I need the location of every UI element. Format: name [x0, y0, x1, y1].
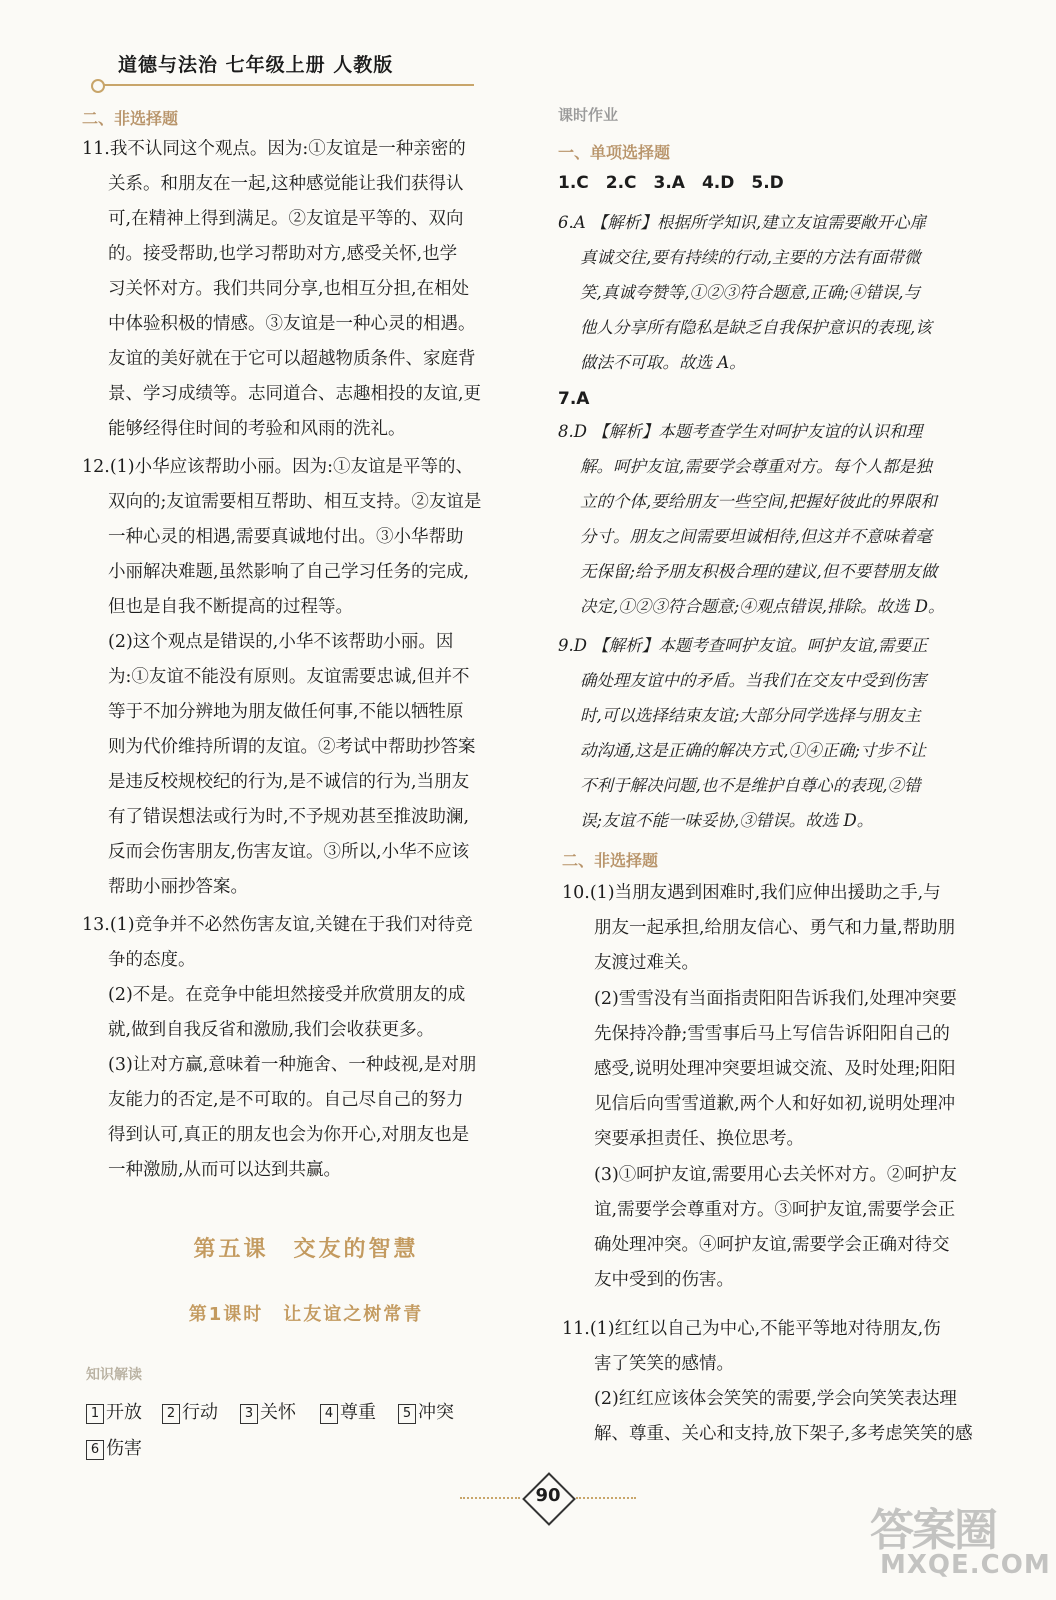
keyword-number: 4: [320, 1404, 338, 1424]
text-line: 分寸。朋友之间需要坦诚相待,但这并不意味着毫: [580, 527, 932, 546]
text-line: 友能力的否定,是不可取的。自己尽自己的努力: [108, 1090, 464, 1110]
header-dot-ornament: [91, 79, 105, 93]
text-line: 笑,真诚夸赞等,①②③符合题意,正确;④错误,与: [580, 283, 921, 302]
keyword-text: 开放: [106, 1402, 142, 1423]
keyword-number: 3: [240, 1404, 258, 1424]
running-header-title: 道德与法治 七年级上册 人教版: [118, 54, 394, 76]
text-line: 景、学习成绩等。志同道合、志趣相投的友谊,更: [108, 384, 482, 404]
text-line: 是违反校规校纪的行为,是不诚信的行为,当朋友: [108, 772, 470, 792]
text-line: (2)这个观点是错误的,小华不该帮助小丽。因: [108, 632, 454, 652]
text-line: 可,在精神上得到满足。②友谊是平等的、双向: [108, 209, 464, 229]
text-line: 9.D 【解析】本题考查呵护友谊。呵护友谊,需要正: [558, 636, 928, 655]
text-line: (3)让对方赢,意味着一种施舍、一种歧视,是对朋: [108, 1055, 477, 1075]
text-line: 感受,说明处理冲突要坦诚交流、及时处理;阳阳: [594, 1059, 956, 1079]
keyword-item: [86, 1434, 142, 1460]
text-line: 一种激励,从而可以达到共赢。: [108, 1160, 342, 1180]
right-section-heading-1: 一、单项选择题: [558, 143, 671, 162]
knowledge-label: 知识解读: [86, 1367, 142, 1383]
text-line: 一种心灵的相遇,需要真诚地付出。③小华帮助: [108, 527, 464, 547]
text-line: 关系。和朋友在一起,这种感觉能让我们获得认: [108, 174, 464, 194]
text-line: 13.(1)竞争并不必然伤害友谊,关键在于我们对待竞: [82, 915, 473, 935]
watermark-logo: 答案圈: [870, 1505, 996, 1556]
text-line: 双向的;友谊需要相互帮助、相互支持。②友谊是: [108, 492, 482, 512]
text-line: 为:①友谊不能没有原则。友谊需要忠诚,但并不: [108, 667, 470, 687]
text-line: 时,可以选择结束友谊;大部分同学选择与朋友主: [580, 706, 921, 725]
page-number: 90: [535, 1485, 561, 1506]
footer-dots-left: [460, 1497, 520, 1499]
keyword-item: [86, 1398, 142, 1424]
text-line: 10.(1)当朋友遇到困难时,我们应伸出援助之手,与: [562, 883, 941, 903]
text-line: 反而会伤害朋友,伤害友谊。③所以,小华不应该: [108, 842, 470, 862]
answers-1-5: 1.C 2.C 3.A 4.D 5.D: [558, 173, 784, 193]
text-line: 立的个体,要给朋友一些空间,把握好彼此的界限和: [580, 492, 937, 511]
text-line: (2)不是。在竞争中能坦然接受并欣赏朋友的成: [108, 985, 466, 1005]
text-line: 动沟通,这是正确的解决方式,①④正确;寸步不让: [580, 741, 927, 760]
text-line: 有了错误想法或行为时,不予规劝甚至推波助澜,: [108, 807, 470, 827]
text-line: 做法不可取。故选 A。: [580, 353, 746, 372]
keyword-text: 冲突: [418, 1402, 454, 1423]
text-line: 习关怀对方。我们共同分享,也相互分担,在相处: [108, 279, 470, 299]
page-number-badge: [460, 1478, 636, 1518]
keyword-number: 1: [86, 1404, 104, 1424]
text-line: 突要承担责任、换位思考。: [594, 1129, 804, 1149]
text-line: 就,做到自我反省和激励,我们会收获更多。: [108, 1020, 435, 1040]
text-line: 真诚交往,要有持续的行动,主要的方法有面带微: [580, 248, 921, 267]
text-line: 能够经得住时间的考验和风雨的洗礼。: [108, 419, 406, 439]
keyword-number: 5: [398, 1404, 416, 1424]
text-line: 他人分享所有隐私是缺乏自我保护意识的表现,该: [580, 318, 932, 337]
text-line: 得到认可,真正的朋友也会为你开心,对朋友也是: [108, 1125, 470, 1145]
text-line: 帮助小丽抄答案。: [108, 877, 248, 897]
keyword-number: 2: [162, 1404, 180, 1424]
footer-dots-right: [576, 1497, 636, 1499]
text-line: (3)①呵护友谊,需要用心去关怀对方。②呵护友: [594, 1165, 957, 1185]
text-line: 友渡过难关。: [594, 953, 699, 973]
text-line: (2)雪雪没有当面指责阳阳告诉我们,处理冲突要: [594, 989, 957, 1009]
text-line: 但也是自我不断提高的过程等。: [108, 597, 353, 617]
keyword-item: [320, 1398, 376, 1424]
text-line: 无保留;给予朋友积极合理的建议,但不要替朋友做: [580, 562, 938, 581]
homework-label: 课时作业: [558, 106, 619, 124]
keyword-text: 伤害: [106, 1438, 142, 1459]
text-line: 8.D 【解析】本题考查学生对呵护友谊的认识和理: [558, 422, 923, 441]
text-line: 确处理友谊中的矛盾。当我们在交友中受到伤害: [580, 671, 927, 690]
text-line: 中体验积极的情感。③友谊是一种心灵的相遇。: [108, 314, 476, 334]
watermark-url: MXQE.COM: [880, 1550, 1051, 1580]
keyword-number: 6: [86, 1440, 104, 1460]
keyword-text: 尊重: [340, 1402, 376, 1423]
text-line: 11.我不认同这个观点。因为:①友谊是一种亲密的: [82, 139, 466, 159]
text-line: 确处理冲突。④呵护友谊,需要学会正确对待交: [594, 1235, 950, 1255]
text-line: 6.A 【解析】根据所学知识,建立友谊需要敞开心扉: [558, 213, 927, 232]
text-line: 等于不加分辨地为朋友做任何事,不能以牺牲原: [108, 702, 464, 722]
text-line: 小丽解决难题,虽然影响了自己学习任务的完成,: [108, 562, 470, 582]
keyword-item: [162, 1398, 218, 1424]
text-line: 谊,需要学会尊重对方。③呵护友谊,需要学会正: [594, 1200, 956, 1220]
lesson-title: 第五课 交友的智慧: [193, 1237, 419, 1262]
text-line: 朋友一起承担,给朋友信心、勇气和力量,帮助朋: [594, 918, 956, 938]
text-line: 解、尊重、关心和支持,放下架子,多考虑笑笑的感: [594, 1424, 973, 1444]
text-line: 友谊的美好就在于它可以超越物质条件、家庭背: [108, 349, 476, 369]
text-line: (2)红红应该体会笑笑的需要,学会向笑笑表达理: [594, 1389, 957, 1409]
text-line: 不利于解决问题,也不是维护自尊心的表现,②错: [580, 776, 921, 795]
keyword-item: [240, 1398, 296, 1424]
text-line: 争的态度。: [108, 950, 196, 970]
keyword-text: 关怀: [260, 1402, 296, 1423]
keyword-item: [398, 1398, 454, 1424]
text-line: 则为代价维持所谓的友谊。②考试中帮助抄答案: [108, 737, 476, 757]
keyword-text: 行动: [182, 1402, 218, 1423]
text-line: 解。呵护友谊,需要学会尊重对方。每个人都是独: [580, 457, 932, 476]
text-line: 害了笑笑的感情。: [594, 1354, 734, 1374]
header-rule: [96, 84, 474, 86]
text-line: 决定,①②③符合题意;④观点错误,排除。故选 D。: [580, 597, 945, 616]
text-line: 的。接受帮助,也学习帮助对方,感受关怀,也学: [108, 244, 458, 264]
text-line: 友中受到的伤害。: [594, 1270, 734, 1290]
text-line: 11.(1)红红以自己为中心,不能平等地对待朋友,伤: [562, 1319, 941, 1339]
text-line: 见信后向雪雪道歉,两个人和好如初,说明处理冲: [594, 1094, 956, 1114]
text-line: 12.(1)小华应该帮助小丽。因为:①友谊是平等的、: [82, 457, 474, 477]
lesson-subtitle: 第1课时 让友谊之树常青: [188, 1304, 424, 1325]
right-section-heading-2: 二、非选择题: [562, 851, 659, 870]
left-section-heading: 二、非选择题: [82, 109, 179, 128]
answer-7: 7.A: [558, 389, 590, 409]
text-line: 先保持冷静;雪雪事后马上写信告诉阳阳自己的: [594, 1024, 950, 1044]
text-line: 误;友谊不能一味妥协,③错误。故选 D。: [580, 811, 874, 830]
